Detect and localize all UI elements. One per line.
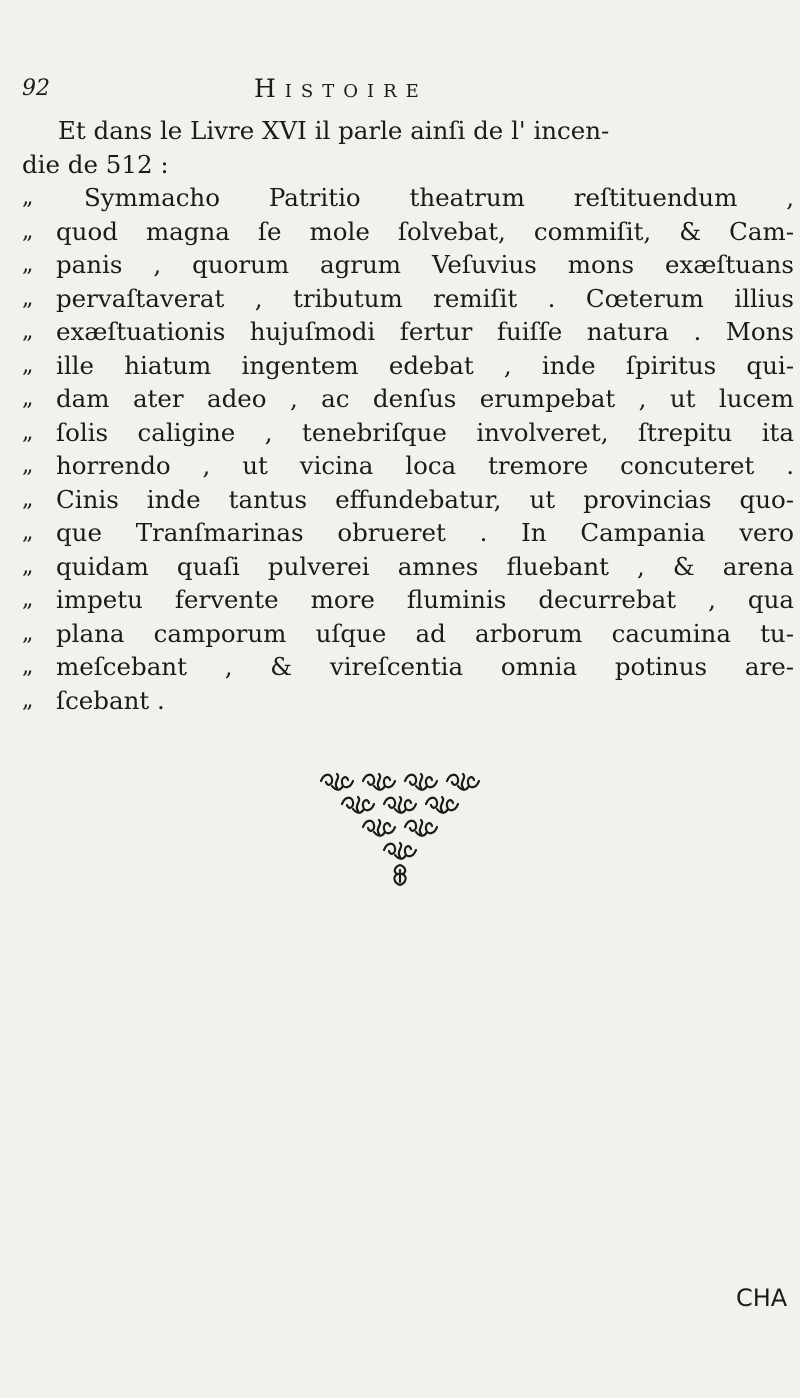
running-title: Histoire: [254, 74, 428, 103]
quote-line: [22, 516, 794, 550]
ornament-row: [0, 839, 800, 861]
quote-text: panis , quorum agrum Veſuvius mons exæſtuans: [56, 250, 794, 279]
page-number: 92: [22, 76, 50, 101]
fleuron-icon: [381, 839, 419, 861]
quote-line: [22, 416, 794, 450]
quote-text: exæſtuationis hujuſmodi fertur fuiſſe natura . Mons: [56, 317, 794, 346]
quote-mark: „: [22, 352, 34, 378]
quote-mark: „: [22, 486, 34, 512]
quote-mark: „: [22, 687, 34, 713]
quote-line: [22, 349, 794, 383]
page-header: [22, 76, 782, 112]
quote-line: [22, 650, 794, 684]
fleuron-icon: [339, 793, 377, 815]
fleuron-icon: [444, 770, 482, 792]
fleuron-icon: [360, 770, 398, 792]
intro-paragraph: [22, 114, 792, 181]
catchword: CHA: [736, 1284, 788, 1312]
quote-mark: „: [22, 620, 34, 646]
quote-line: [22, 282, 794, 316]
quote-text: impetu fervente more fluminis decurrebat , qua: [56, 585, 794, 614]
quote-text: plana camporum uſque ad arborum cacumina tu-: [56, 618, 794, 648]
quote-mark: „: [22, 453, 34, 478]
quote-line: [22, 684, 794, 718]
intro-line: Et dans le Livre XVI il parle ainſi de l' incen-: [58, 116, 610, 145]
quote-text: quidam quaſi pulverei amnes fluebant , & arena: [56, 551, 794, 581]
quote-line: [22, 449, 794, 483]
quote-line: [22, 617, 794, 651]
fleuron-icon: [388, 862, 412, 888]
quote-mark: „: [22, 185, 34, 210]
fleuron-icon: [402, 770, 440, 792]
quote-line: [22, 215, 794, 249]
fleuron-icon: [423, 793, 461, 815]
quote-line: [22, 248, 794, 282]
ornament-row: [0, 816, 800, 838]
quote-text: que Tranſmarinas obrueret . In Campania vero: [56, 518, 794, 547]
quote-mark: „: [22, 285, 34, 311]
fleuron-icon: [318, 770, 356, 792]
quote-line: [22, 550, 794, 584]
latin-quotation: [22, 181, 794, 717]
fleuron-icon: [360, 816, 398, 838]
quote-text: meſcebant , & vireſcentia omnia potinus are-: [56, 652, 794, 681]
quote-mark: „: [22, 386, 34, 411]
quote-mark: „: [22, 252, 34, 277]
ornament-row: [0, 770, 800, 792]
quote-line: [22, 315, 794, 349]
tailpiece-ornament: [0, 770, 800, 889]
quote-mark: „: [22, 587, 34, 612]
quote-mark: „: [22, 654, 34, 679]
quote-line: [22, 483, 794, 517]
quote-text: ſolis caligine , tenebriſque involveret, ſtrepitu ita: [56, 417, 794, 447]
quote-text: horrendo , ut vicina loca tremore concuteret .: [56, 451, 794, 480]
quote-mark: „: [22, 419, 34, 445]
quote-line: [22, 382, 794, 416]
intro-line: die de 512 :: [22, 149, 169, 179]
quote-line: [22, 181, 794, 215]
quote-mark: „: [22, 319, 34, 344]
fleuron-icon: [381, 793, 419, 815]
quote-mark: „: [22, 520, 34, 545]
quote-text: Symmacho Patritio theatrum reſtituendum ,: [84, 183, 794, 212]
quote-text: Cinis inde tantus effundebatur, ut provincias quo-: [56, 484, 794, 514]
quote-text: ſcebant .: [56, 685, 165, 715]
quote-mark: „: [22, 218, 34, 244]
quote-text: dam ater adeo , ac denſus erumpebat , ut lucem: [56, 384, 794, 413]
quote-text: ille hiatum ingentem edebat , inde ſpiritus qui-: [56, 350, 794, 380]
ornament-row: [0, 862, 800, 888]
quote-line: [22, 583, 794, 617]
quote-text: pervaſtaverat , tributum remiſit . Cœterum illius: [56, 283, 794, 313]
fleuron-icon: [402, 816, 440, 838]
ornament-row: [0, 793, 800, 815]
quote-text: quod magna ſe mole ſolvebat, commiſit, & Cam-: [56, 216, 794, 246]
quote-mark: „: [22, 553, 34, 579]
